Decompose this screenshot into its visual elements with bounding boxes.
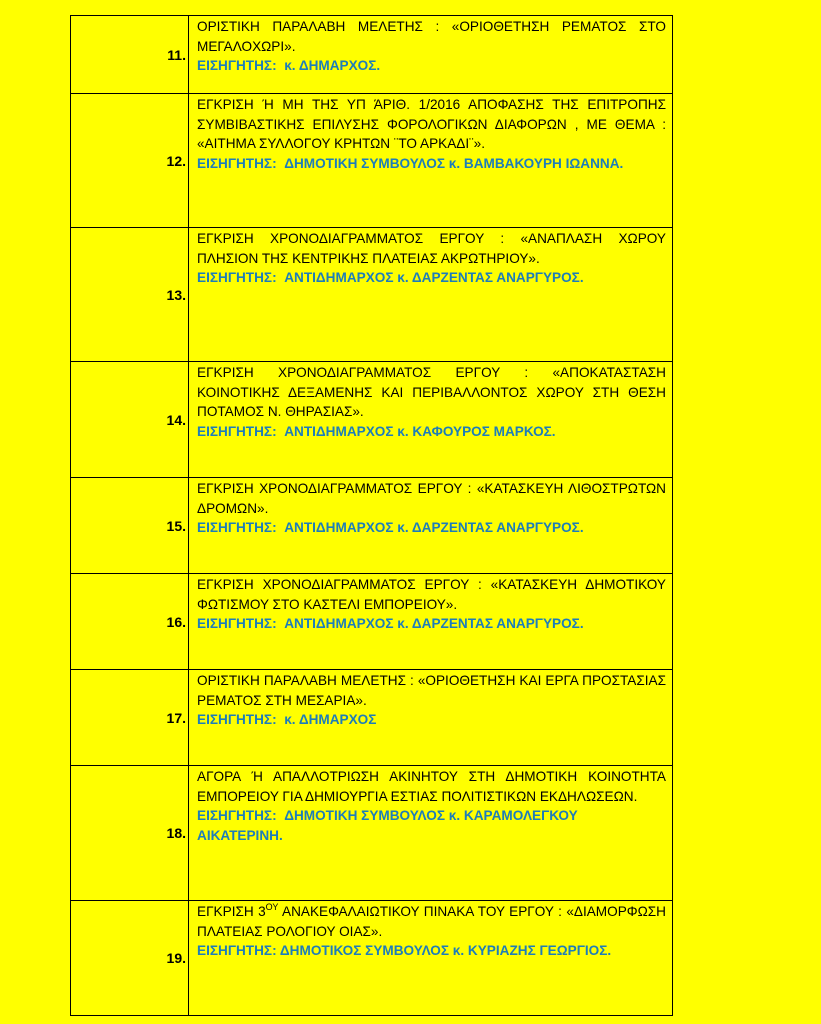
item-content xyxy=(189,16,673,94)
item-number: 19. xyxy=(71,901,189,1016)
agenda-row xyxy=(71,478,673,574)
agenda-row xyxy=(71,94,673,228)
item-rapporteur xyxy=(197,268,666,288)
agenda-row xyxy=(71,228,673,362)
rapporteur-name: ΔΗΜΟΤΙΚΗ ΣΥΜΒΟΥΛΟΣ κ. ΚΑΡΑΜΟΛΕΓΚΟΥ ΑΙΚΑΤΕΡΙΝΗ. xyxy=(197,808,578,843)
item-content xyxy=(189,901,673,1016)
item-content xyxy=(189,766,673,901)
item-rapporteur xyxy=(197,941,666,961)
item-number: 17. xyxy=(71,670,189,766)
item-text: ΑΓΟΡΑ Ή ΑΠΑΛΛΟΤΡΙΩΣΗ ΑΚΙΝΗΤΟΥ ΣΤΗ ΔΗΜΟΤΙΚΗ ΚΟΙΝΟΤΗΤΑ ΕΜΠΟΡΕΙΟΥ ΓΙΑ ΔΗΜΙΟΥΡΓΙΑ ΕΣΤΙΑΣ ΠΟΛΙΤΙΣΤΙΚΩΝ ΕΚΔΗΛΩΣΕΩΝ. xyxy=(197,769,666,804)
item-content xyxy=(189,362,673,478)
rapporteur-label: ΕΙΣΗΓΗΤΗΣ: xyxy=(197,270,277,285)
rapporteur-name: κ. ΔΗΜΑΡΧΟΣ xyxy=(284,712,377,727)
rapporteur-label: ΕΙΣΗΓΗΤΗΣ: xyxy=(197,808,277,823)
item-number: 13. xyxy=(71,228,189,362)
agenda-row xyxy=(71,766,673,901)
rapporteur-name: ΑΝΤΙΔΗΜΑΡΧΟΣ κ. ΔΑΡΖΕΝΤΑΣ ΑΝΑΡΓΥΡΟΣ. xyxy=(284,616,584,631)
item-text: ΟΡΙΣΤΙΚΗ ΠΑΡΑΛΑΒΗ ΜΕΛΕΤΗΣ : «ΟΡΙΟΘΕΤΗΣΗ ΡΕΜΑΤΟΣ ΣΤΟ ΜΕΓΑΛΟΧΩΡΙ». xyxy=(197,19,666,54)
item-rapporteur xyxy=(197,56,666,76)
rapporteur-name: ΔΗΜΟΤΙΚΟΣ ΣΥΜΒΟΥΛΟΣ κ. ΚΥΡΙΑΖΗΣ ΓΕΩΡΓΙΟΣ. xyxy=(279,943,612,958)
rapporteur-label: ΕΙΣΗΓΗΤΗΣ: xyxy=(197,423,277,439)
item-content xyxy=(189,228,673,362)
agenda-table xyxy=(70,15,673,1016)
item-content xyxy=(189,478,673,574)
rapporteur-name: ΑΝΤΙΔΗΜΑΡΧΟΣ κ. ΔΑΡΖΕΝΤΑΣ ΑΝΑΡΓΥΡΟΣ. xyxy=(284,270,584,285)
item-content xyxy=(189,94,673,228)
rapporteur-label: ΕΙΣΗΓΗΤΗΣ: xyxy=(197,155,277,171)
item-content xyxy=(189,574,673,670)
rapporteur-label: ΕΙΣΗΓΗΤΗΣ: xyxy=(197,520,277,535)
ordinal-superscript: ΟΥ xyxy=(265,902,279,912)
rapporteur-label: ΕΙΣΗΓΗΤΗΣ: xyxy=(197,616,277,631)
item-text: ΕΓΚΡΙΣΗ Ή ΜΗ ΤΗΣ ΥΠ ΆΡΙΘ. 1/2016 ΑΠΟΦΑΣΗΣ ΤΗΣ ΕΠΙΤΡΟΠΗΣ ΣΥΜΒΙΒΑΣΤΙΚΗΣ ΕΠΙΛΥΣΗΣ ΦΟΡΟΛΟΓΙΚΩΝ ΔΙΑΦΟΡΩΝ , ΜΕ ΘΕΜΑ : «ΑΙΤΗΜΑ ΣΥΛΛΟΓΟΥ ΚΡΗΤΩΝ ¨ΤΟ ΑΡΚΑΔΙ¨». xyxy=(197,97,666,151)
agenda-row xyxy=(71,362,673,478)
item-content xyxy=(189,670,673,766)
item-text: ΕΓΚΡΙΣΗ ΧΡΟΝΟΔΙΑΓΡΑΜΜΑΤΟΣ ΕΡΓΟΥ : «ΚΑΤΑΣΚΕΥΗ ΔΗΜΟΤΙΚΟΥ ΦΩΤΙΣΜΟΥ ΣΤΟ ΚΑΣΤΕΛΙ ΕΜΠΟΡΕΙΟΥ». xyxy=(197,577,666,612)
rapporteur-name: ΑΝΤΙΔΗΜΑΡΧΟΣ κ. ΚΑΦΟΥΡΟΣ ΜΑΡΚΟΣ. xyxy=(284,423,556,439)
item-number: 16. xyxy=(71,574,189,670)
rapporteur-name: ΔΗΜΟΤΙΚΗ ΣΥΜΒΟΥΛΟΣ κ. ΒΑΜΒΑΚΟΥΡΗ ΙΩΑΝΝΑ. xyxy=(284,155,624,171)
item-rapporteur xyxy=(197,710,666,730)
item-number: 12. xyxy=(71,94,189,228)
rapporteur-name: ΑΝΤΙΔΗΜΑΡΧΟΣ κ. ΔΑΡΖΕΝΤΑΣ ΑΝΑΡΓΥΡΟΣ. xyxy=(284,520,584,535)
item-rapporteur xyxy=(197,614,666,634)
item-number: 15. xyxy=(71,478,189,574)
item-text: ΕΓΚΡΙΣΗ ΧΡΟΝΟΔΙΑΓΡΑΜΜΑΤΟΣ ΕΡΓΟΥ : «ΑΝΑΠΛΑΣΗ ΧΩΡΟΥ ΠΛΗΣΙΟΝ ΤΗΣ ΚΕΝΤΡΙΚΗΣ ΠΛΑΤΕΙΑΣ ΑΚΡΩΤΗΡΙΟΥ». xyxy=(197,231,666,266)
item-text: ΟΡΙΣΤΙΚΗ ΠΑΡΑΛΑΒΗ ΜΕΛΕΤΗΣ : «ΟΡΙΟΘΕΤΗΣΗ ΚΑΙ ΕΡΓΑ ΠΡΟΣΤΑΣΙΑΣ ΡΕΜΑΤΟΣ ΣΤΗ ΜΕΣΑΡΙΑ». xyxy=(197,673,666,708)
item-text-end: ΑΝΑΚΕΦΑΛΑΙΩΤΙΚΟΥ ΠΙΝΑΚΑ ΤΟΥ ΕΡΓΟΥ : «ΔΙΑΜΟΡΦΩΣΗ ΠΛΑΤΕΙΑΣ ΡΟΛΟΓΙΟΥ ΟΙΑΣ». xyxy=(197,904,666,939)
item-number: 14. xyxy=(71,362,189,478)
item-text-start: ΕΓΚΡΙΣΗ 3 xyxy=(197,904,266,919)
item-text: ΕΓΚΡΙΣΗ ΧΡΟΝΟΔΙΑΓΡΑΜΜΑΤΟΣ ΕΡΓΟΥ : «ΑΠΟΚΑΤΑΣΤΑΣΗ ΚΟΙΝΟΤΙΚΗΣ ΔΕΞΑΜΕΝΗΣ ΚΑΙ ΠΕΡΙΒΑΛΛΟΝΤΟΣ ΧΩΡΟΥ ΣΤΗ ΘΕΣΗ ΠΟΤΑΜΟΣ Ν. ΘΗΡΑΣΙΑΣ». xyxy=(197,365,666,419)
agenda-row xyxy=(71,670,673,766)
rapporteur-label: ΕΙΣΗΓΗΤΗΣ: xyxy=(197,712,277,727)
agenda-row xyxy=(71,901,673,1016)
item-rapporteur xyxy=(197,518,666,538)
item-rapporteur xyxy=(197,422,666,442)
agenda-row xyxy=(71,16,673,94)
item-text: ΕΓΚΡΙΣΗ ΧΡΟΝΟΔΙΑΓΡΑΜΜΑΤΟΣ ΕΡΓΟΥ : «ΚΑΤΑΣΚΕΥΗ ΛΙΘΟΣΤΡΩΤΩΝ ΔΡΟΜΩΝ». xyxy=(197,481,666,516)
item-text xyxy=(197,902,666,941)
rapporteur-label: ΕΙΣΗΓΗΤΗΣ: xyxy=(197,58,277,73)
item-rapporteur xyxy=(197,806,666,845)
item-rapporteur xyxy=(197,154,666,174)
rapporteur-name: κ. ΔΗΜΑΡΧΟΣ. xyxy=(284,58,381,73)
agenda-row xyxy=(71,574,673,670)
item-number: 18. xyxy=(71,766,189,901)
item-number: 11. xyxy=(71,16,189,94)
rapporteur-label: ΕΙΣΗΓΗΤΗΣ: xyxy=(197,943,277,958)
